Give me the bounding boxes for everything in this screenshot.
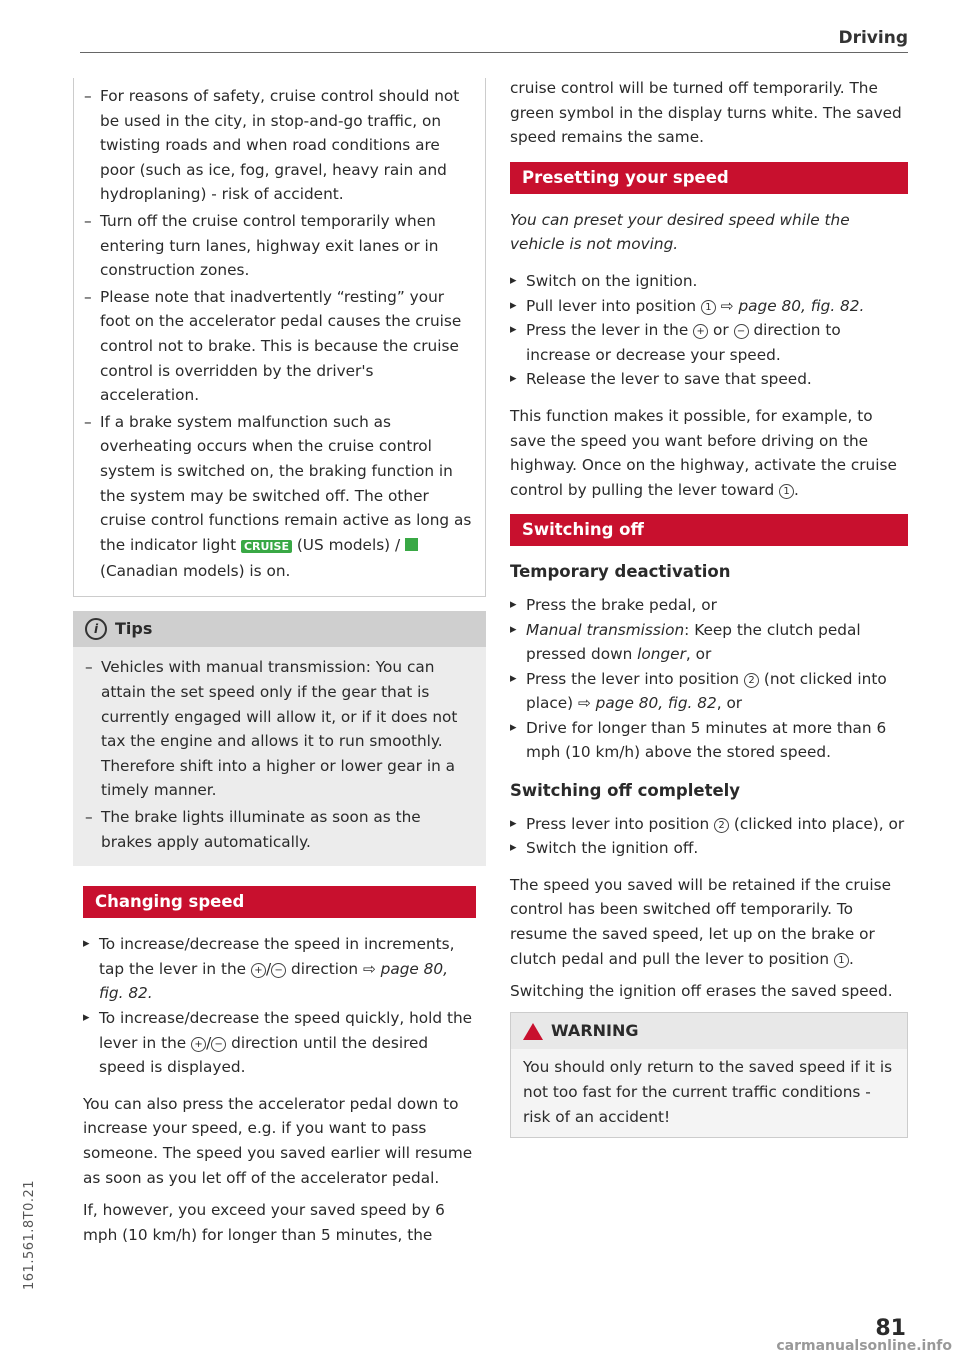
warning-item: – If a brake system malfunction such as overheating occurs when the cruise control system is switched on, the braking function in the system may be switched off. The other cruise control functions remain active as long as the indicator light CRUISE (US models) / (Canadian models) is on. xyxy=(84,410,475,584)
tips-header xyxy=(73,611,486,648)
resume-paragraph: The speed you saved will be retained if the cruise control has been switched off temporarily. To resume the saved speed, let up on the brake or clutch pedal and pull the lever to position 1 . xyxy=(510,875,891,968)
position-2-icon: 2 xyxy=(714,818,729,833)
tips-item: – Vehicles with manual transmission: You can attain the set speed only if the gear that is currently engaged will allow it, or if it does not tax the engine and allows it to run smoothly. Therefore shift into a higher or lower gear in a timely manner. xyxy=(85,655,474,803)
plus-icon: + xyxy=(251,963,266,978)
subheading-temporary: Temporary deactivation xyxy=(510,562,731,582)
warning-item: – Turn off the cruise control temporarily when entering turn lanes, highway exit lanes or in construction zones. xyxy=(84,209,475,283)
right-column xyxy=(510,76,908,1138)
temp-step-2: ▸ Manual transmission: Keep the clutch pedal pressed down longer, or xyxy=(510,618,908,667)
plus-icon: + xyxy=(191,1037,206,1052)
warning-box xyxy=(510,1012,908,1138)
position-1-icon: 1 xyxy=(779,484,794,499)
tips-body xyxy=(73,647,486,866)
complete-step-2: ▸ Switch the ignition off. xyxy=(510,836,908,861)
minus-icon: − xyxy=(211,1037,226,1052)
bullet-increments: ▸ To increase/decrease the speed in increments, tap the lever in the + / − direction ⇨ page 80, fig. 82. xyxy=(83,932,476,1006)
warning-triangle-icon xyxy=(523,1023,543,1040)
paragraph-accelerator: You can also press the accelerator pedal down to increase your speed, e.g. if you want to pass someone. The speed you saved earlier will resume as soon as you let off of the accelerator pedal. xyxy=(83,1094,473,1187)
page-reference: ⇨ page 80, fig. 82 xyxy=(578,694,717,713)
preset-step-4: ▸ Release the lever to save that speed. xyxy=(510,367,908,392)
plus-icon: + xyxy=(693,324,708,339)
preset-step-2: ▸ Pull lever into position 1 ⇨ page 80, fig. 82. xyxy=(510,294,908,319)
cruise-indicator-icon: CRUISE xyxy=(241,540,292,553)
warning-body: You should only return to the saved speed if it is not too fast for the current traffic conditions - risk of an accident! xyxy=(511,1049,907,1137)
minus-icon: − xyxy=(734,324,749,339)
position-1-icon: 1 xyxy=(701,300,716,315)
warning-item: – Please note that inadvertently “resting” your foot on the accelerator pedal causes the cruise control not to brake. This is because the cruise control is overridden by the driver's acceleration. xyxy=(84,285,475,408)
complete-step-1: ▸ Press lever into position 2 (clicked into place), or xyxy=(510,812,908,837)
paragraph-exceed: If, however, you exceed your saved speed by 6 mph (10 km/h) for longer than 5 minutes, the xyxy=(83,1201,445,1244)
info-icon: i xyxy=(85,618,107,640)
document-code: 161.561.8T0.21 xyxy=(22,1179,37,1290)
heading-switching-off: Switching off xyxy=(510,514,908,546)
header-rule xyxy=(80,52,908,53)
tips-box xyxy=(73,611,486,866)
presetting-paragraph: This function makes it possible, for example, to save the speed you want before driving on the highway. Once on the highway, activate the cruise control by pulling the lever toward 1 . xyxy=(510,406,897,499)
subheading-completely: Switching off completely xyxy=(510,781,741,801)
heading-presetting: Presetting your speed xyxy=(510,162,908,194)
temp-step-4: ▸ Drive for longer than 5 minutes at more than 6 mph (10 km/h) above the stored speed. xyxy=(510,716,908,765)
temp-step-1: ▸ Press the brake pedal, or xyxy=(510,593,908,618)
erase-paragraph: Switching the ignition off erases the saved speed. xyxy=(510,982,893,1001)
watermark-logo: carmanualsonline.info xyxy=(776,1338,952,1354)
preset-step-1: ▸ Switch on the ignition. xyxy=(510,269,908,294)
temp-step-3: ▸ Press the lever into position 2 (not clicked into place) ⇨ page 80, fig. 82, or xyxy=(510,667,908,716)
warning-continuation-box xyxy=(73,78,486,597)
page-reference: ⇨ page 80, fig. 82. xyxy=(720,296,865,315)
warning-title: WARNING xyxy=(551,1020,639,1040)
position-2-icon: 2 xyxy=(744,673,759,688)
page-number: 81 xyxy=(875,1316,906,1341)
bullet-quickly: ▸ To increase/decrease the speed quickly, hold the lever in the + / − direction until the desired speed is displayed. xyxy=(83,1006,476,1080)
page-header xyxy=(80,28,908,52)
section-title: Driving xyxy=(838,28,908,48)
paragraph-continued: cruise control will be turned off temporarily. The green symbol in the display turns white. The saved speed remains the same. xyxy=(510,79,902,147)
tips-title: Tips xyxy=(115,618,153,638)
cruise-canada-indicator-icon xyxy=(405,538,418,551)
heading-changing-speed: Changing speed xyxy=(83,886,476,918)
page-reference: ⇨ page 80, fig. 82. xyxy=(99,959,449,1003)
position-1-icon: 1 xyxy=(834,953,849,968)
warning-item: – For reasons of safety, cruise control should not be used in the city, in stop-and-go traffic, on twisting roads and when road conditions are poor (such as ice, fog, gravel, heavy rain and hydroplaning) - risk of accident. xyxy=(84,84,475,207)
minus-icon: − xyxy=(271,963,286,978)
left-column xyxy=(83,80,476,1255)
preset-step-3: ▸ Press the lever in the + or − direction to increase or decrease your speed. xyxy=(510,318,908,367)
tips-item: – The brake lights illuminate as soon as the brakes apply automatically. xyxy=(85,805,474,854)
warning-header xyxy=(511,1013,907,1050)
presetting-lead: You can preset your desired speed while the vehicle is not moving. xyxy=(510,210,850,254)
